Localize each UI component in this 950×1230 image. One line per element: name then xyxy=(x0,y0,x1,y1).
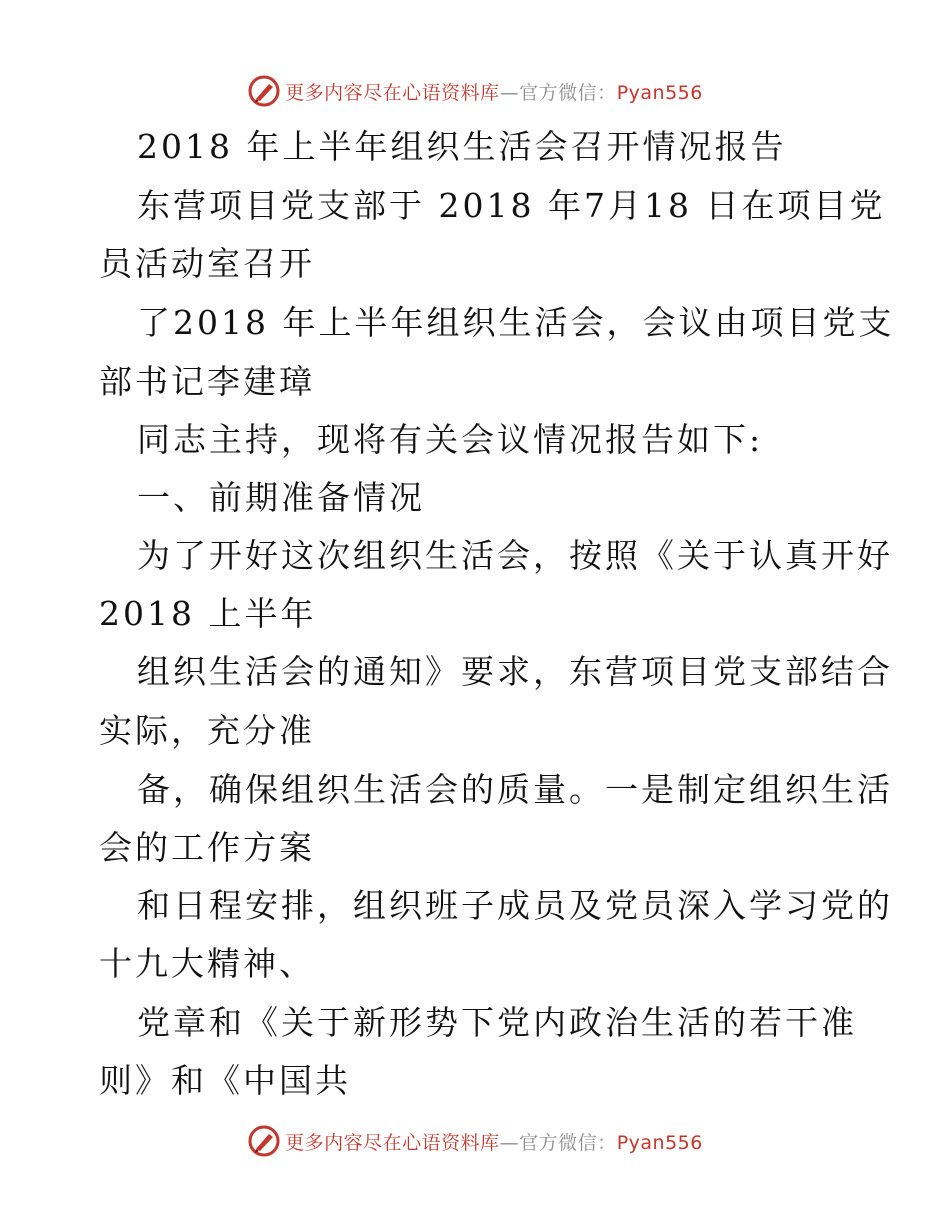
banner-dash: — xyxy=(499,1131,520,1154)
banner-text xyxy=(285,1128,703,1155)
paragraph-line: 十九大精神、 xyxy=(99,944,315,983)
section-heading: 一、前期准备情况 xyxy=(137,478,425,517)
footer-banner xyxy=(0,1121,950,1161)
paragraph-line: 同志主持，现将有关会议情况报告如下: xyxy=(137,420,764,459)
pen-logo-icon xyxy=(247,1124,281,1158)
paragraph-line: 实际，充分准 xyxy=(99,711,315,750)
banner-main-text: 更多内容尽在心语资料库 xyxy=(285,1131,500,1154)
banner-wechat-label: 官方微信： xyxy=(519,1131,617,1154)
paragraph-line: 部书记李建璋 xyxy=(99,362,315,401)
header-banner xyxy=(0,71,950,111)
document-title: 2018 年上半年组织生活会召开情况报告 xyxy=(137,127,787,166)
paragraph-line: 了2018 年上半年组织生活会，会议由项目党支 xyxy=(137,303,895,342)
paragraph-line: 组织生活会的通知》要求，东营项目党支部结合 xyxy=(137,652,893,691)
banner-dash: — xyxy=(499,81,520,104)
paragraph-line: 党章和《关于新形势下党内政治生活的若干准 xyxy=(137,1003,857,1042)
paragraph-line: 备，确保组织生活会的质量。一是制定组织生活 xyxy=(137,770,893,809)
banner-main-text: 更多内容尽在心语资料库 xyxy=(285,81,500,104)
banner-wechat-label: 官方微信： xyxy=(519,81,617,104)
paragraph-line: 东营项目党支部于 2018 年7月18 日在项目党 xyxy=(137,186,886,225)
paragraph-line: 2018 上半年 xyxy=(99,594,317,633)
banner-wechat-id: Pyan556 xyxy=(616,81,703,104)
paragraph-line: 会的工作方案 xyxy=(99,828,315,867)
paragraph-line: 则》和《中国共 xyxy=(99,1061,351,1100)
banner-wechat-id: Pyan556 xyxy=(616,1131,703,1154)
banner-text xyxy=(285,78,703,105)
paragraph-line: 为了开好这次组织生活会，按照《关于认真开好 xyxy=(137,536,893,575)
paragraph-line: 和日程安排，组织班子成员及党员深入学习党的 xyxy=(137,886,893,925)
paragraph-line: 员活动室召开 xyxy=(99,244,315,283)
pen-logo-icon xyxy=(247,74,281,108)
